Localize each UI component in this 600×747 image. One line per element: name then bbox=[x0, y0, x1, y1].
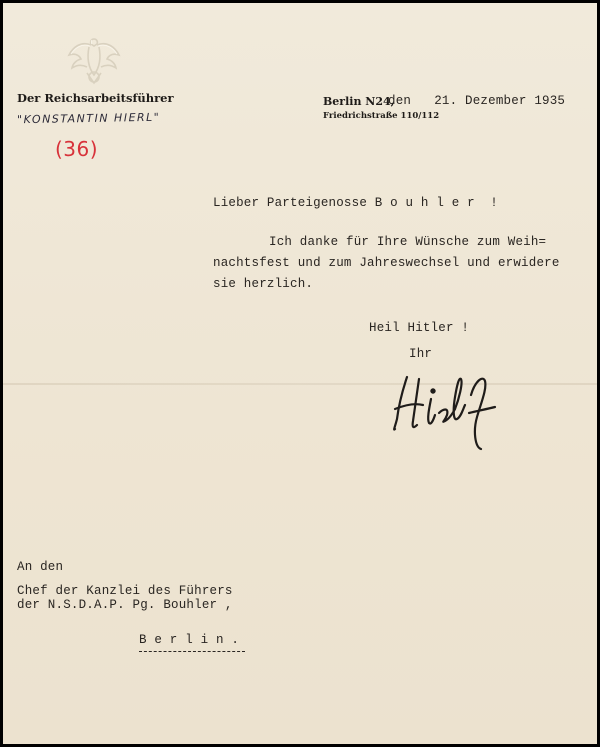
recipient-line: An den bbox=[17, 560, 64, 574]
recipient-city: B e r l i n . bbox=[139, 633, 240, 647]
letterhead-place: Berlin N24, bbox=[323, 95, 395, 108]
letter-date: den 21. Dezember 1935 bbox=[388, 94, 566, 108]
handwritten-name-annotation: "KONSTANTIN HIERL" bbox=[16, 110, 161, 127]
letter-page bbox=[3, 3, 597, 744]
handwritten-signature bbox=[389, 369, 539, 459]
red-number-annotation: (36) bbox=[55, 137, 99, 161]
letterhead-street: Friedrichstraße 110/112 bbox=[323, 111, 440, 121]
city-underline bbox=[139, 651, 245, 652]
letter-body-line: sie herzlich. bbox=[213, 277, 314, 291]
letter-greeting: Lieber Parteigenosse B o u h l e r ! bbox=[213, 196, 498, 210]
embossed-eagle-icon bbox=[65, 33, 123, 89]
letter-body-line: Ich danke für Ihre Wünsche zum Weih= bbox=[269, 235, 547, 249]
letter-closing-sign: Ihr bbox=[409, 347, 433, 361]
sender-letterhead: Der Reichsarbeitsführer bbox=[17, 91, 174, 105]
recipient-line: der N.S.D.A.P. Pg. Bouhler , bbox=[17, 598, 233, 612]
letter-closing: Heil Hitler ! bbox=[369, 321, 470, 335]
letter-body-line: nachtsfest und zum Jahreswechsel und erwidere bbox=[213, 256, 560, 270]
recipient-line: Chef der Kanzlei des Führers bbox=[17, 584, 233, 598]
